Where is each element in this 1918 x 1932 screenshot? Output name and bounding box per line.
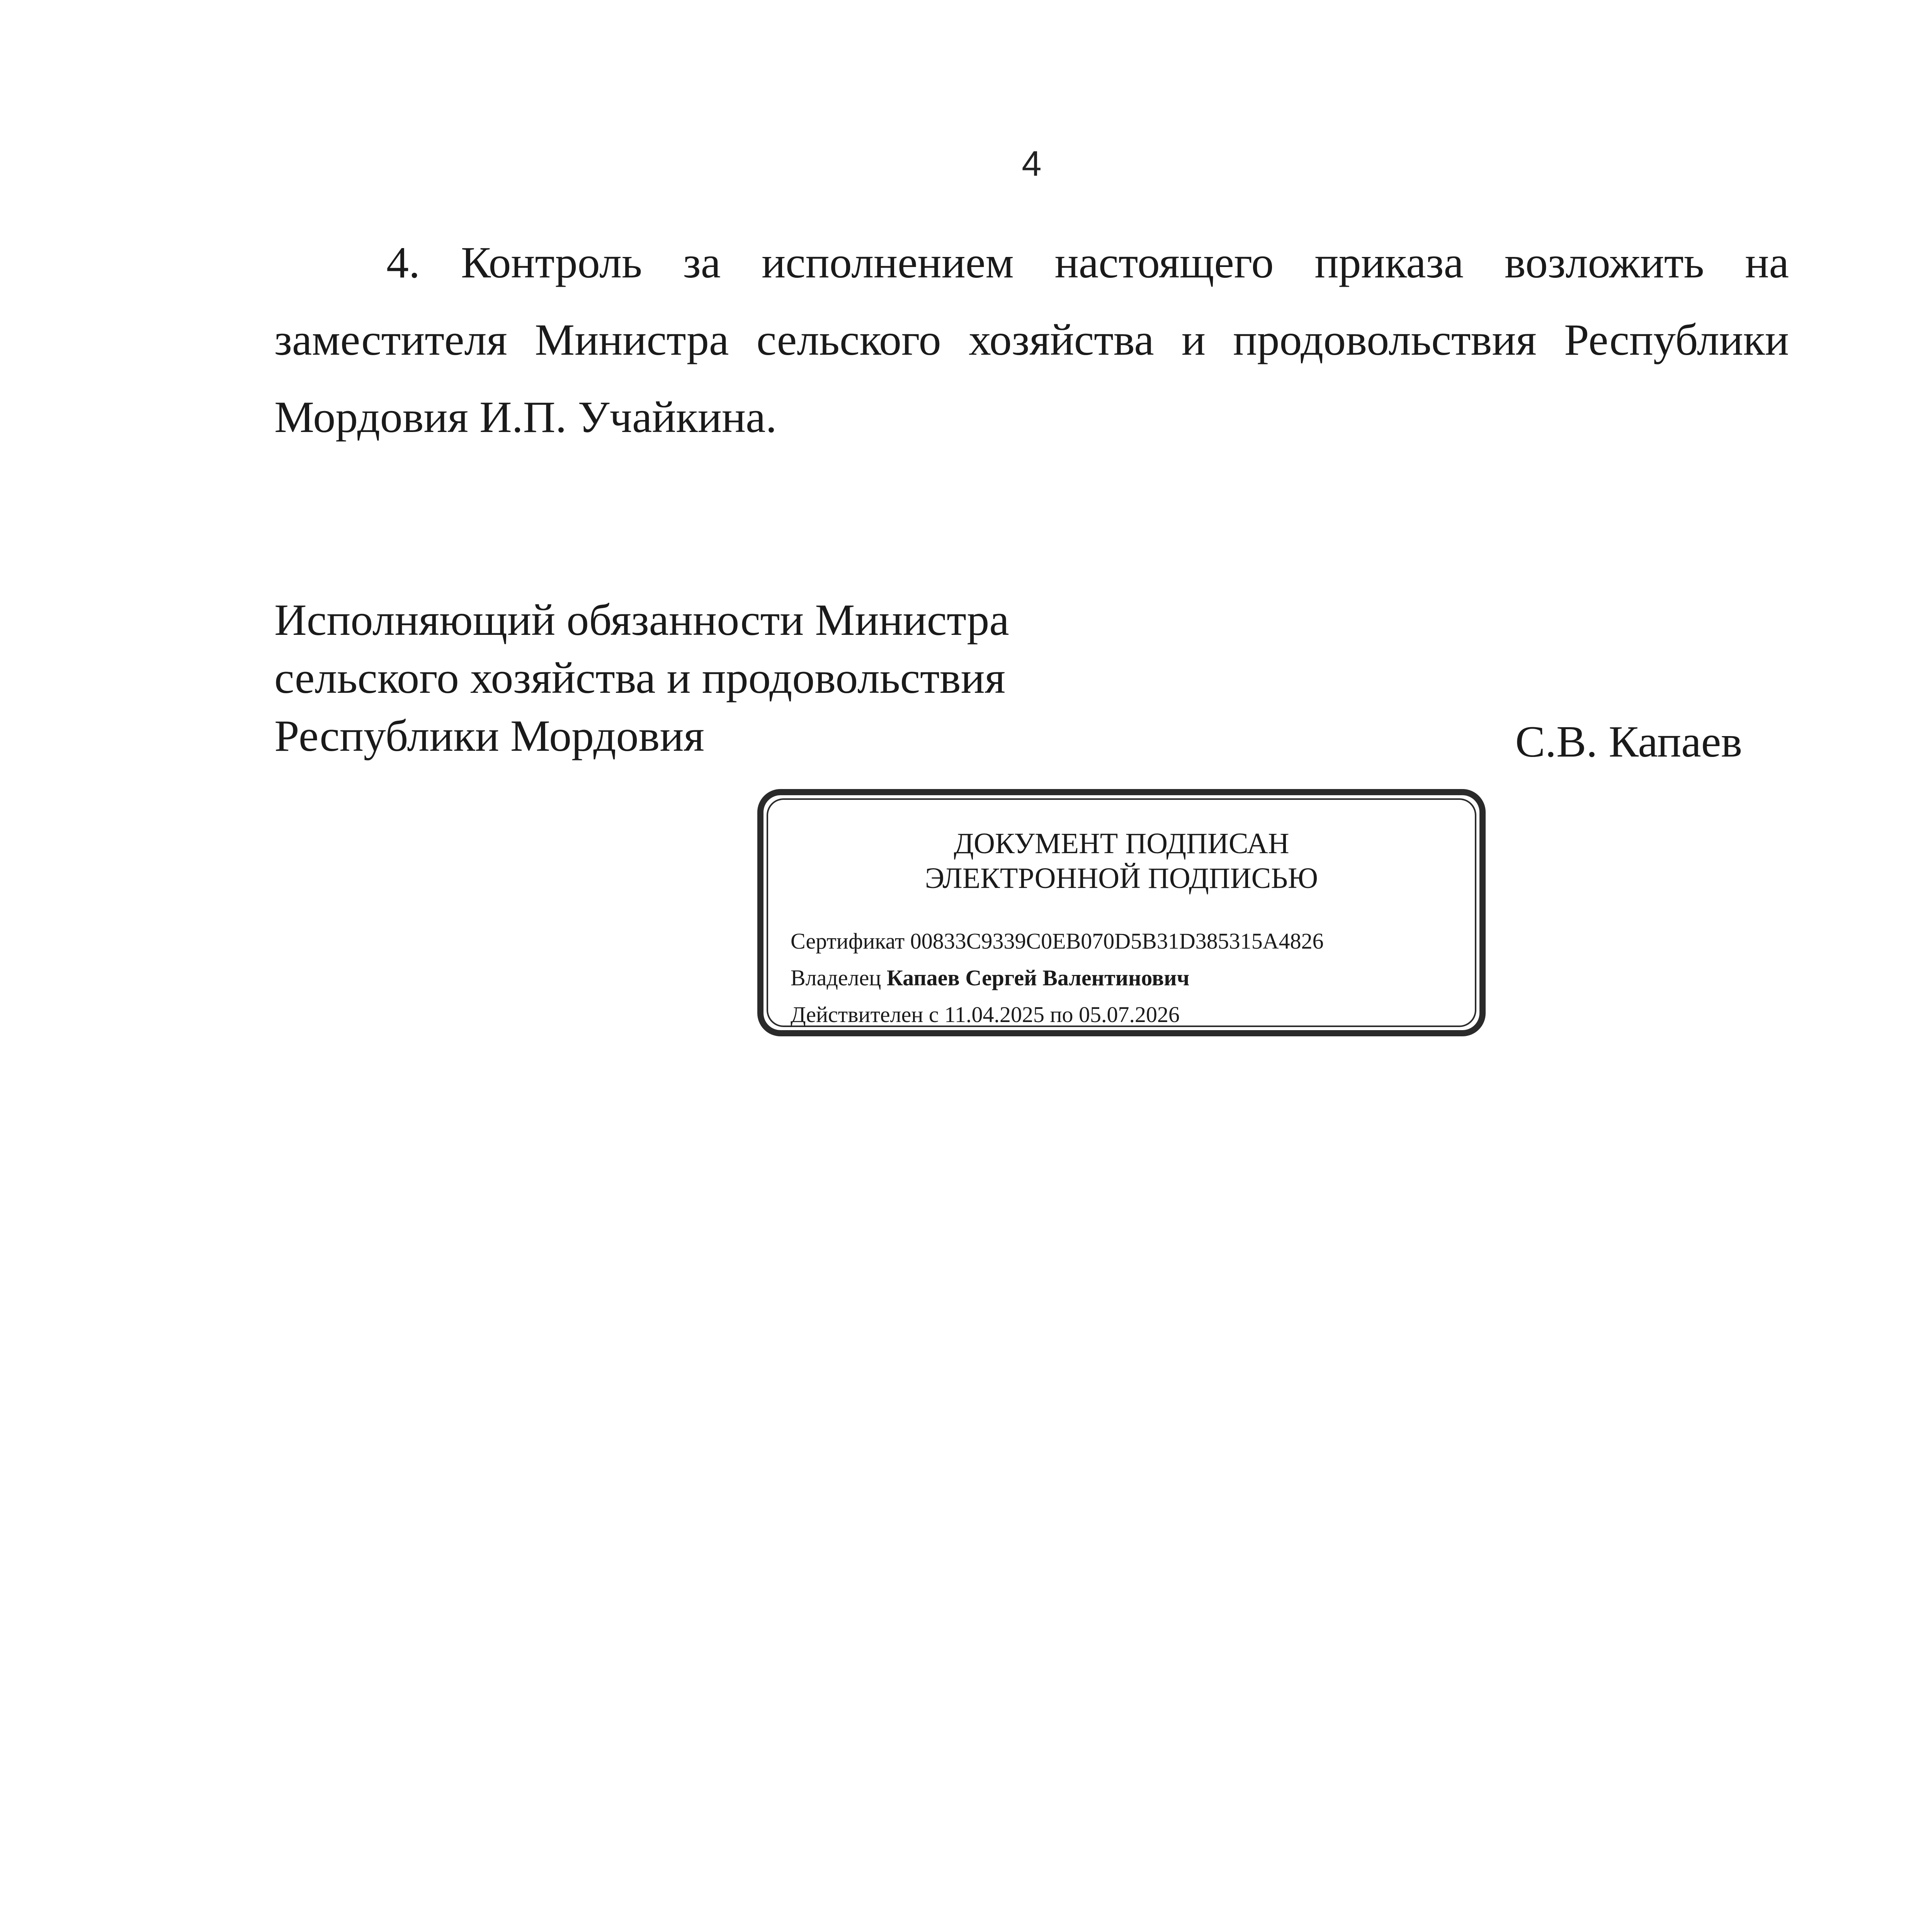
signatory-position-line-3: Республики Мордовия — [274, 711, 704, 761]
owner-label: Владелец — [791, 965, 881, 990]
stamp-details — [791, 923, 1324, 1033]
certificate-label: Сертификат — [791, 929, 905, 954]
stamp-title — [763, 826, 1479, 896]
valid-to-label: по — [1050, 1002, 1073, 1027]
electronic-signature-stamp — [757, 789, 1486, 1036]
order-paragraph-4: 4. Контроль за исполнением настоящего приказа возложить на заместителя Министра сельского хозяйства и продовольствия Республики Мордовия И.П. Учайкина. — [274, 238, 1789, 442]
page-number: 4 — [1022, 144, 1042, 184]
certificate-row — [791, 923, 1324, 959]
stamp-title-line-1: ДОКУМЕНТ ПОДПИСАН — [954, 827, 1289, 860]
owner-value: Капаев Сергей Валентинович — [886, 965, 1190, 990]
owner-row — [791, 959, 1324, 996]
valid-from: 11.04.2025 — [944, 1002, 1044, 1027]
signer-name: С.В. Капаев — [1515, 717, 1742, 767]
signatory-position-line-2: сельского хозяйства и продовольствия — [274, 653, 1006, 703]
validity-row — [791, 996, 1324, 1033]
certificate-value: 00833C9339C0EB070D5B31D385315A4826 — [910, 929, 1324, 954]
valid-label: Действителен с — [791, 1002, 939, 1027]
stamp-title-line-2: ЭЛЕКТРОННОЙ ПОДПИСЬЮ — [925, 862, 1318, 895]
valid-to: 05.07.2026 — [1079, 1002, 1180, 1027]
signatory-position-line-1: Исполняющий обязанности Министра — [274, 595, 1009, 645]
